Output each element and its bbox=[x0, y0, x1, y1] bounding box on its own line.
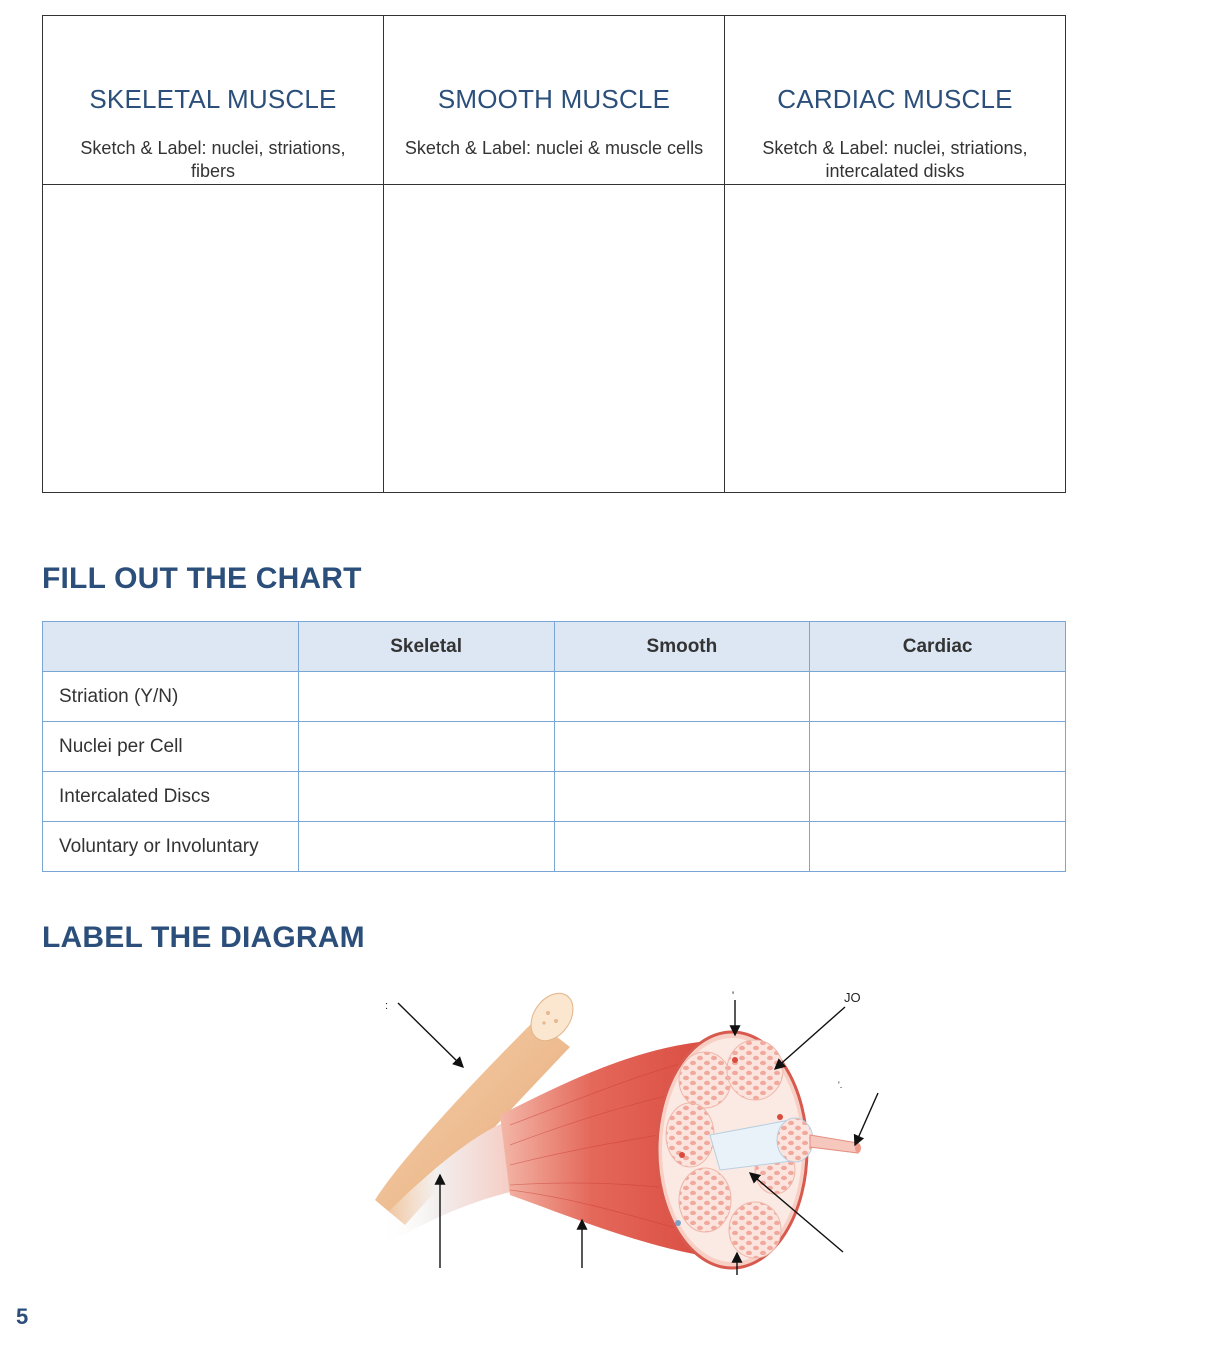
nuclei-skeletal-cell[interactable] bbox=[298, 722, 554, 772]
cardiac-title: CARDIAC MUSCLE bbox=[777, 84, 1013, 114]
smooth-title: SMOOTH MUSCLE bbox=[437, 84, 671, 114]
row-label-voluntary: Voluntary or Involuntary bbox=[43, 822, 299, 872]
table-row bbox=[43, 722, 1066, 772]
sketch-table bbox=[42, 15, 1066, 493]
table-row bbox=[43, 772, 1066, 822]
voluntary-skeletal-cell[interactable] bbox=[298, 822, 554, 872]
muscle-cross-section bbox=[657, 1032, 861, 1268]
voluntary-cardiac-cell[interactable] bbox=[810, 822, 1066, 872]
row-label-nuclei: Nuclei per Cell bbox=[43, 722, 299, 772]
nuclei-cardiac-cell[interactable] bbox=[810, 722, 1066, 772]
row-label-intercalated: Intercalated Discs bbox=[43, 772, 299, 822]
stray-mark-3: JO bbox=[844, 990, 861, 1005]
table-row bbox=[43, 672, 1066, 722]
stray-mark-1: : bbox=[385, 1000, 389, 1012]
chart-header-row bbox=[43, 622, 1066, 672]
chart-header-skeletal: Skeletal bbox=[298, 622, 554, 672]
arrow-artery bbox=[855, 1093, 878, 1145]
chart-heading: FILL OUT THE CHART bbox=[42, 562, 362, 595]
intercalated-cardiac-cell[interactable] bbox=[810, 772, 1066, 822]
smooth-instruction: Sketch & Label: nuclei & muscle cells bbox=[404, 138, 704, 158]
arrow-bone bbox=[398, 1003, 463, 1067]
chart-header-blank bbox=[43, 622, 299, 672]
diagram-heading: LABEL THE DIAGRAM bbox=[42, 921, 365, 954]
intercalated-skeletal-cell[interactable] bbox=[298, 772, 554, 822]
chart-header-smooth: Smooth bbox=[554, 622, 810, 672]
skeletal-title: SKELETAL MUSCLE bbox=[89, 84, 337, 114]
cardiac-header-cell bbox=[725, 16, 1066, 185]
chart-header-cardiac: Cardiac bbox=[810, 622, 1066, 672]
voluntary-smooth-cell[interactable] bbox=[554, 822, 810, 872]
stray-mark-2: ' bbox=[732, 990, 735, 1002]
striation-smooth-cell[interactable] bbox=[554, 672, 810, 722]
row-label-striation: Striation (Y/N) bbox=[43, 672, 299, 722]
skeletal-header-cell bbox=[43, 16, 384, 185]
skeletal-instruction: Sketch & Label: nuclei, striations, fibers bbox=[80, 138, 346, 181]
table-row bbox=[43, 822, 1066, 872]
smooth-sketch-area[interactable] bbox=[384, 185, 725, 493]
smooth-header-cell bbox=[384, 16, 725, 185]
nuclei-smooth-cell[interactable] bbox=[554, 722, 810, 772]
cardiac-instruction: Sketch & Label: nuclei, striations, intercalated disks bbox=[762, 138, 1028, 181]
stray-mark-4: '. bbox=[838, 1080, 843, 1090]
arrow-blood-vessel bbox=[775, 1007, 845, 1069]
striation-cardiac-cell[interactable] bbox=[810, 672, 1066, 722]
striation-skeletal-cell[interactable] bbox=[298, 672, 554, 722]
skeletal-sketch-area[interactable] bbox=[43, 185, 384, 493]
muscle-anatomy-diagram bbox=[360, 985, 890, 1275]
intercalated-smooth-cell[interactable] bbox=[554, 772, 810, 822]
cardiac-sketch-area[interactable] bbox=[725, 185, 1066, 493]
comparison-chart bbox=[42, 621, 1066, 872]
page-number: 5 bbox=[16, 1304, 29, 1329]
